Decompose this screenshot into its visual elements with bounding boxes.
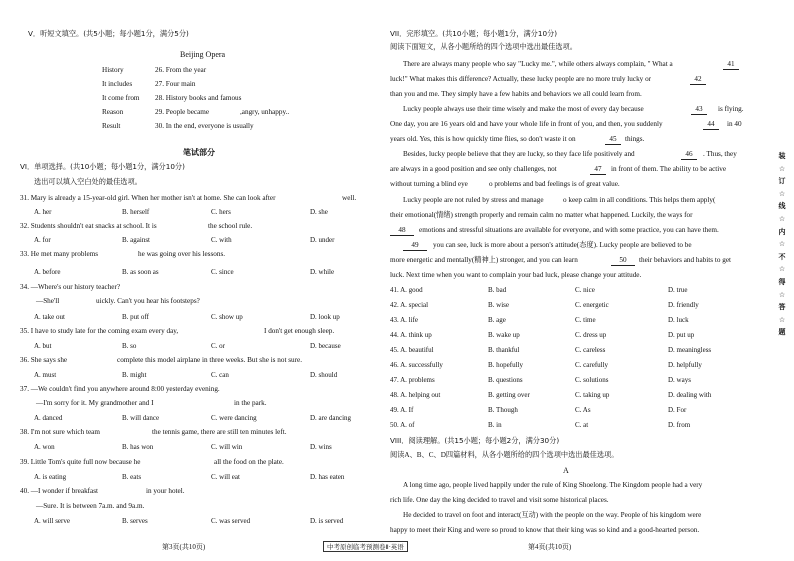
passage-tail: things. [625, 135, 645, 143]
option[interactable]: C. will win [211, 443, 243, 451]
option[interactable]: D. under [310, 236, 335, 244]
blank-number: 50 [611, 256, 635, 266]
section-5-heading: V．听短文填空。(共5小题；每小题1分，满分5分) [28, 29, 189, 38]
option[interactable]: D. meaningless [668, 346, 712, 354]
option[interactable]: B. will dance [122, 414, 160, 422]
option[interactable]: C. since [211, 268, 234, 276]
option[interactable]: C. taking up [575, 391, 610, 399]
option[interactable]: A. will serve [34, 517, 70, 525]
option[interactable]: C. will eat [211, 473, 240, 481]
option[interactable]: C. energetic [575, 301, 609, 309]
written-part-title: 笔试部分 [183, 148, 215, 157]
passage-line: than you and me. They simply have a few habits and behaviors we all could learn from. [390, 90, 642, 98]
right-column [385, 0, 747, 561]
passage-line: more energetic and mentally(精神上) stronger, and you can learn [390, 256, 578, 264]
option[interactable]: A. danced [34, 414, 63, 422]
question-stem: 31. Mary is already a 15-year-old girl. When her mother isn't at home. She can look after [20, 194, 276, 202]
option[interactable]: D. luck [668, 316, 689, 324]
question-stem-b: —She'll [36, 297, 60, 305]
margin-char: 线 [778, 202, 786, 211]
option[interactable]: B. eats [122, 473, 142, 481]
option[interactable]: B. might [122, 371, 147, 379]
blank-number: 42 [690, 75, 706, 85]
question-stem: 37. —We couldn't find you anywhere around 8:00 yesterday evening. [20, 385, 220, 393]
option[interactable]: B. serves [122, 517, 148, 525]
option[interactable]: B. so [122, 342, 137, 350]
left-column [20, 0, 368, 561]
blank-42 [690, 75, 706, 85]
margin-char: 订 [778, 177, 786, 186]
section-8-heading: VIII．阅读理解。(共15小题；每小题2分，满分30分) [390, 436, 560, 445]
option[interactable]: C. solutions [575, 376, 609, 384]
option[interactable]: 48. A. helping out [390, 391, 441, 399]
margin-char: ☆ [778, 189, 786, 198]
question-stem-tail: well. [342, 194, 357, 202]
question-stem: 35. I have to study late for the coming exam every day, [20, 327, 179, 335]
passage-line: luck!" What makes this difference? Actually, these lucky people are no more truly lucky or [390, 75, 652, 83]
option[interactable]: D. while [310, 268, 335, 276]
option[interactable]: A. must [34, 371, 57, 379]
table-label: Result [102, 122, 121, 130]
option[interactable]: B. in [488, 421, 502, 429]
blank-number: 44 [703, 120, 719, 130]
option[interactable]: B. against [122, 236, 150, 244]
right-page-footer: 第4页(共10页) [528, 543, 572, 551]
passage-line: emotions and stressful situations are available for everyone, and with some practice, you can have them. [419, 226, 719, 234]
option[interactable]: C. with [211, 236, 232, 244]
question-stem: 40. —I wonder if breakfast [20, 487, 99, 495]
passage-tail: is flying. [718, 105, 744, 113]
option[interactable]: C. or [211, 342, 225, 350]
question-stem: 34. —Where's our history teacher? [20, 283, 121, 291]
passage-line: Besides, lucky people believe that they are lucky, so they face life positively and [403, 150, 635, 158]
table-label: History [102, 66, 124, 74]
option[interactable]: C. show up [211, 313, 243, 321]
option[interactable]: A. won [34, 443, 55, 451]
option[interactable]: 42. A. special [390, 301, 429, 309]
option[interactable]: D. is served [310, 517, 344, 525]
option[interactable]: B. wake up [488, 331, 520, 339]
blank-48 [390, 226, 414, 236]
margin-char: ☆ [778, 214, 786, 223]
option[interactable]: A. for [34, 236, 51, 244]
option[interactable]: B. herself [122, 208, 150, 216]
blank-44 [703, 120, 719, 130]
passage-tail: their behaviors and habits to get [639, 256, 732, 264]
question-stem: 36. She says she [20, 356, 68, 364]
option[interactable]: D. dealing with [668, 391, 712, 399]
blank-number: 46 [681, 150, 697, 160]
passage-tail: . Thus, they [703, 150, 737, 158]
option[interactable]: D. should [310, 371, 338, 379]
blank-number: 41 [723, 60, 739, 70]
option[interactable]: A. take out [34, 313, 65, 321]
table-value-tail: ,angry, unhappy.. [240, 108, 290, 116]
reading-line: happy to meet their King and were so proud to know that their king was so kind and a good-hearted person. [390, 526, 700, 534]
blank-43 [691, 105, 707, 115]
reading-line: He decided to travel on foot and interact(互动) with the people on the way. People of his kingdom were [403, 511, 702, 519]
question-stem-tail: in your hotel. [146, 487, 185, 495]
passage-tail: o keep calm in all conditions. This helps them apply( [563, 196, 716, 204]
table-value: 29. People became [155, 108, 210, 116]
option[interactable]: D. helpfully [668, 361, 702, 369]
margin-char: ☆ [778, 265, 786, 274]
option[interactable]: B. as soon as [122, 268, 159, 276]
option[interactable]: B. put off [122, 313, 149, 321]
question-stem-b: —I'm sorry for it. My grandmother and I [36, 399, 154, 407]
option[interactable]: 50. A. of [390, 421, 415, 429]
option[interactable]: 45. A. beautiful [390, 346, 434, 354]
option[interactable]: B. hopefully [488, 361, 523, 369]
question-stem-tail: complete this model airplane in three weeks. But she is not sure. [117, 356, 303, 364]
margin-char: ☆ [778, 315, 786, 324]
option[interactable]: D. For [668, 406, 687, 414]
table-value: 30. In the end, everyone is usually [155, 122, 254, 130]
option[interactable]: D. look up [310, 313, 340, 321]
passage-line: There are always many people who say "Lucky me.", while others always complain, " What a [403, 60, 673, 68]
option[interactable]: 46. A. successfully [390, 361, 443, 369]
table-label: It includes [102, 80, 133, 88]
question-stem-tail: in the park. [234, 399, 267, 407]
option[interactable]: D. she [310, 208, 328, 216]
reading-line: rich life. One day the king decided to travel and visit some historical places. [390, 496, 609, 504]
option[interactable]: 43. A. life [390, 316, 418, 324]
section-8-instruction: 阅读A、B、C、D四篇材料，从各小题所给的四个选项中选出最佳选项。 [390, 451, 619, 459]
option[interactable]: B. age [488, 316, 506, 324]
option[interactable]: D. has eaten [310, 473, 345, 481]
passage-line: Lucky people always use their time wisely and make the most of every day because [403, 105, 644, 113]
blank-number: 45 [605, 135, 621, 145]
option[interactable]: C. hers [211, 208, 231, 216]
blank-number: 48 [390, 226, 414, 236]
passage-line: years old. Yes, this is how quickly time flies, so don't waste it on [390, 135, 576, 143]
reading-line: A long time ago, people lived happily under the rule of King Shoelong. The Kingdom people had a very [403, 481, 703, 489]
passage-line: without turning a blind eye [390, 180, 468, 188]
option[interactable]: D. true [668, 286, 688, 294]
table-value: 28. History books and famous [155, 94, 242, 102]
option[interactable]: C. time [575, 316, 596, 324]
question-stem-tail: all the food on the plate. [214, 458, 284, 466]
option[interactable]: A. but [34, 342, 52, 350]
passage-tail: o problems and bad feelings is of great value. [489, 180, 620, 188]
question-stem-tail: the tennis game, there are still ten minutes left. [152, 428, 287, 436]
option[interactable]: C. was served [211, 517, 251, 525]
option[interactable]: B. wise [488, 301, 509, 309]
margin-char: 答 [778, 303, 786, 312]
passage-line: One day, you are 16 years old and have your whole life in front of you, and then, you suddenly [390, 120, 663, 128]
table-label: Reason [102, 108, 124, 116]
option[interactable]: A. is eating [34, 473, 67, 481]
margin-char: 题 [778, 328, 786, 337]
option[interactable]: B. bad [488, 286, 507, 294]
option[interactable]: D. ways [668, 376, 691, 384]
table-value: 27. Four main [155, 80, 196, 88]
option[interactable]: B. has won [122, 443, 154, 451]
option[interactable]: 44. A. think up [390, 331, 432, 339]
blank-47 [590, 165, 606, 175]
blank-number: 49 [403, 241, 427, 251]
blank-45 [605, 135, 621, 145]
question-stem: 33. He met many problems [20, 250, 99, 258]
table-label: It come from [102, 94, 140, 102]
binding-margin-notice [776, 150, 788, 339]
blank-50 [611, 256, 635, 266]
option[interactable]: C. careless [575, 346, 606, 354]
margin-char: ☆ [778, 240, 786, 249]
passage-line: are always in a good position and see only challenges, not [390, 165, 557, 173]
section-7-heading: VII．完形填空。(共10小题；每小题1分，满分10分) [390, 29, 558, 38]
section-7-instruction: 阅读下面短文，从各小题所给的四个选项中选出最佳选项。 [390, 43, 577, 51]
question-stem-tail: I don't get enough sleep. [264, 327, 335, 335]
option[interactable]: B. thankful [488, 346, 520, 354]
option[interactable]: C. As [575, 406, 591, 414]
margin-char: 装 [778, 152, 786, 160]
option[interactable]: D. are dancing [310, 414, 352, 422]
option[interactable]: 47. A. problems [390, 376, 435, 384]
option[interactable]: A. her [34, 208, 52, 216]
blank-41 [723, 60, 739, 70]
option[interactable]: C. carefully [575, 361, 609, 369]
question-stem: 39. Little Tom's quite full now because he [20, 458, 141, 466]
passage-line: you can see, luck is more about a person's attitude(态度). Lucky people are believed to be [433, 241, 692, 249]
section-6-heading: VI．单项选择。(共10小题；每小题1分，满分10分) [20, 162, 185, 171]
left-page-footer: 第3页(共10页) [162, 543, 206, 551]
option[interactable]: A. before [34, 268, 61, 276]
option[interactable]: D. friendly [668, 301, 699, 309]
option[interactable]: C. can [211, 371, 229, 379]
blank-46 [681, 150, 697, 160]
passage-tail: in front of them. The ability to be active [611, 165, 727, 173]
option[interactable]: B. Though [488, 406, 518, 414]
option[interactable]: C. dress up [575, 331, 607, 339]
question-stem-b: —Sure. It is between 7a.m. and 9a.m. [36, 502, 145, 510]
option[interactable]: B. getting over [488, 391, 530, 399]
passage-tail: in 40 [727, 120, 742, 128]
option[interactable]: 41. A. good [390, 286, 423, 294]
option[interactable]: C. at [575, 421, 589, 429]
option[interactable]: D. because [310, 342, 341, 350]
blank-number: 47 [590, 165, 606, 175]
question-stem-tail: the school rule. [208, 222, 253, 230]
passage-line: their emotional(情绪) strength properly and remain calm no matter what happened. Luckily, the ways for [390, 211, 693, 219]
section-6-instruction: 选出可以填入空白处的最佳选项。 [34, 178, 142, 186]
question-stem-tail: he was going over his lessons. [138, 250, 226, 258]
margin-char: 得 [778, 277, 786, 286]
question-stem: 38. I'm not sure which team [20, 428, 100, 436]
option[interactable]: C. nice [575, 286, 595, 294]
margin-char: 不 [778, 252, 786, 261]
blank-49 [403, 241, 427, 251]
option[interactable]: D. from [668, 421, 691, 429]
margin-char: 内 [778, 227, 786, 236]
option[interactable]: D. wins [310, 443, 332, 451]
option[interactable]: C. were dancing [211, 414, 257, 422]
option[interactable]: 49. A. If [390, 406, 414, 414]
question-stem-tail: uickly. Can't you hear his footsteps? [96, 297, 200, 305]
passage-line: Lucky people are not ruled by stress and manage [403, 196, 544, 204]
table-value: 26. From the year [155, 66, 207, 74]
table-title: Beijing Opera [180, 50, 226, 59]
option[interactable]: D. put up [668, 331, 695, 339]
option[interactable]: B. questions [488, 376, 523, 384]
margin-char: ☆ [778, 164, 786, 173]
exam-badge: 中考原创临考预测卷Ⅱ·英语 [323, 541, 408, 552]
blank-number: 43 [691, 105, 707, 115]
passage-line: luck. Next time when you want to complain your bad luck, please change your attitude. [390, 271, 642, 279]
margin-char: ☆ [778, 290, 786, 299]
reading-a-label: A [563, 466, 569, 475]
question-stem: 32. Students shouldn't eat snacks at school. It is [20, 222, 157, 230]
